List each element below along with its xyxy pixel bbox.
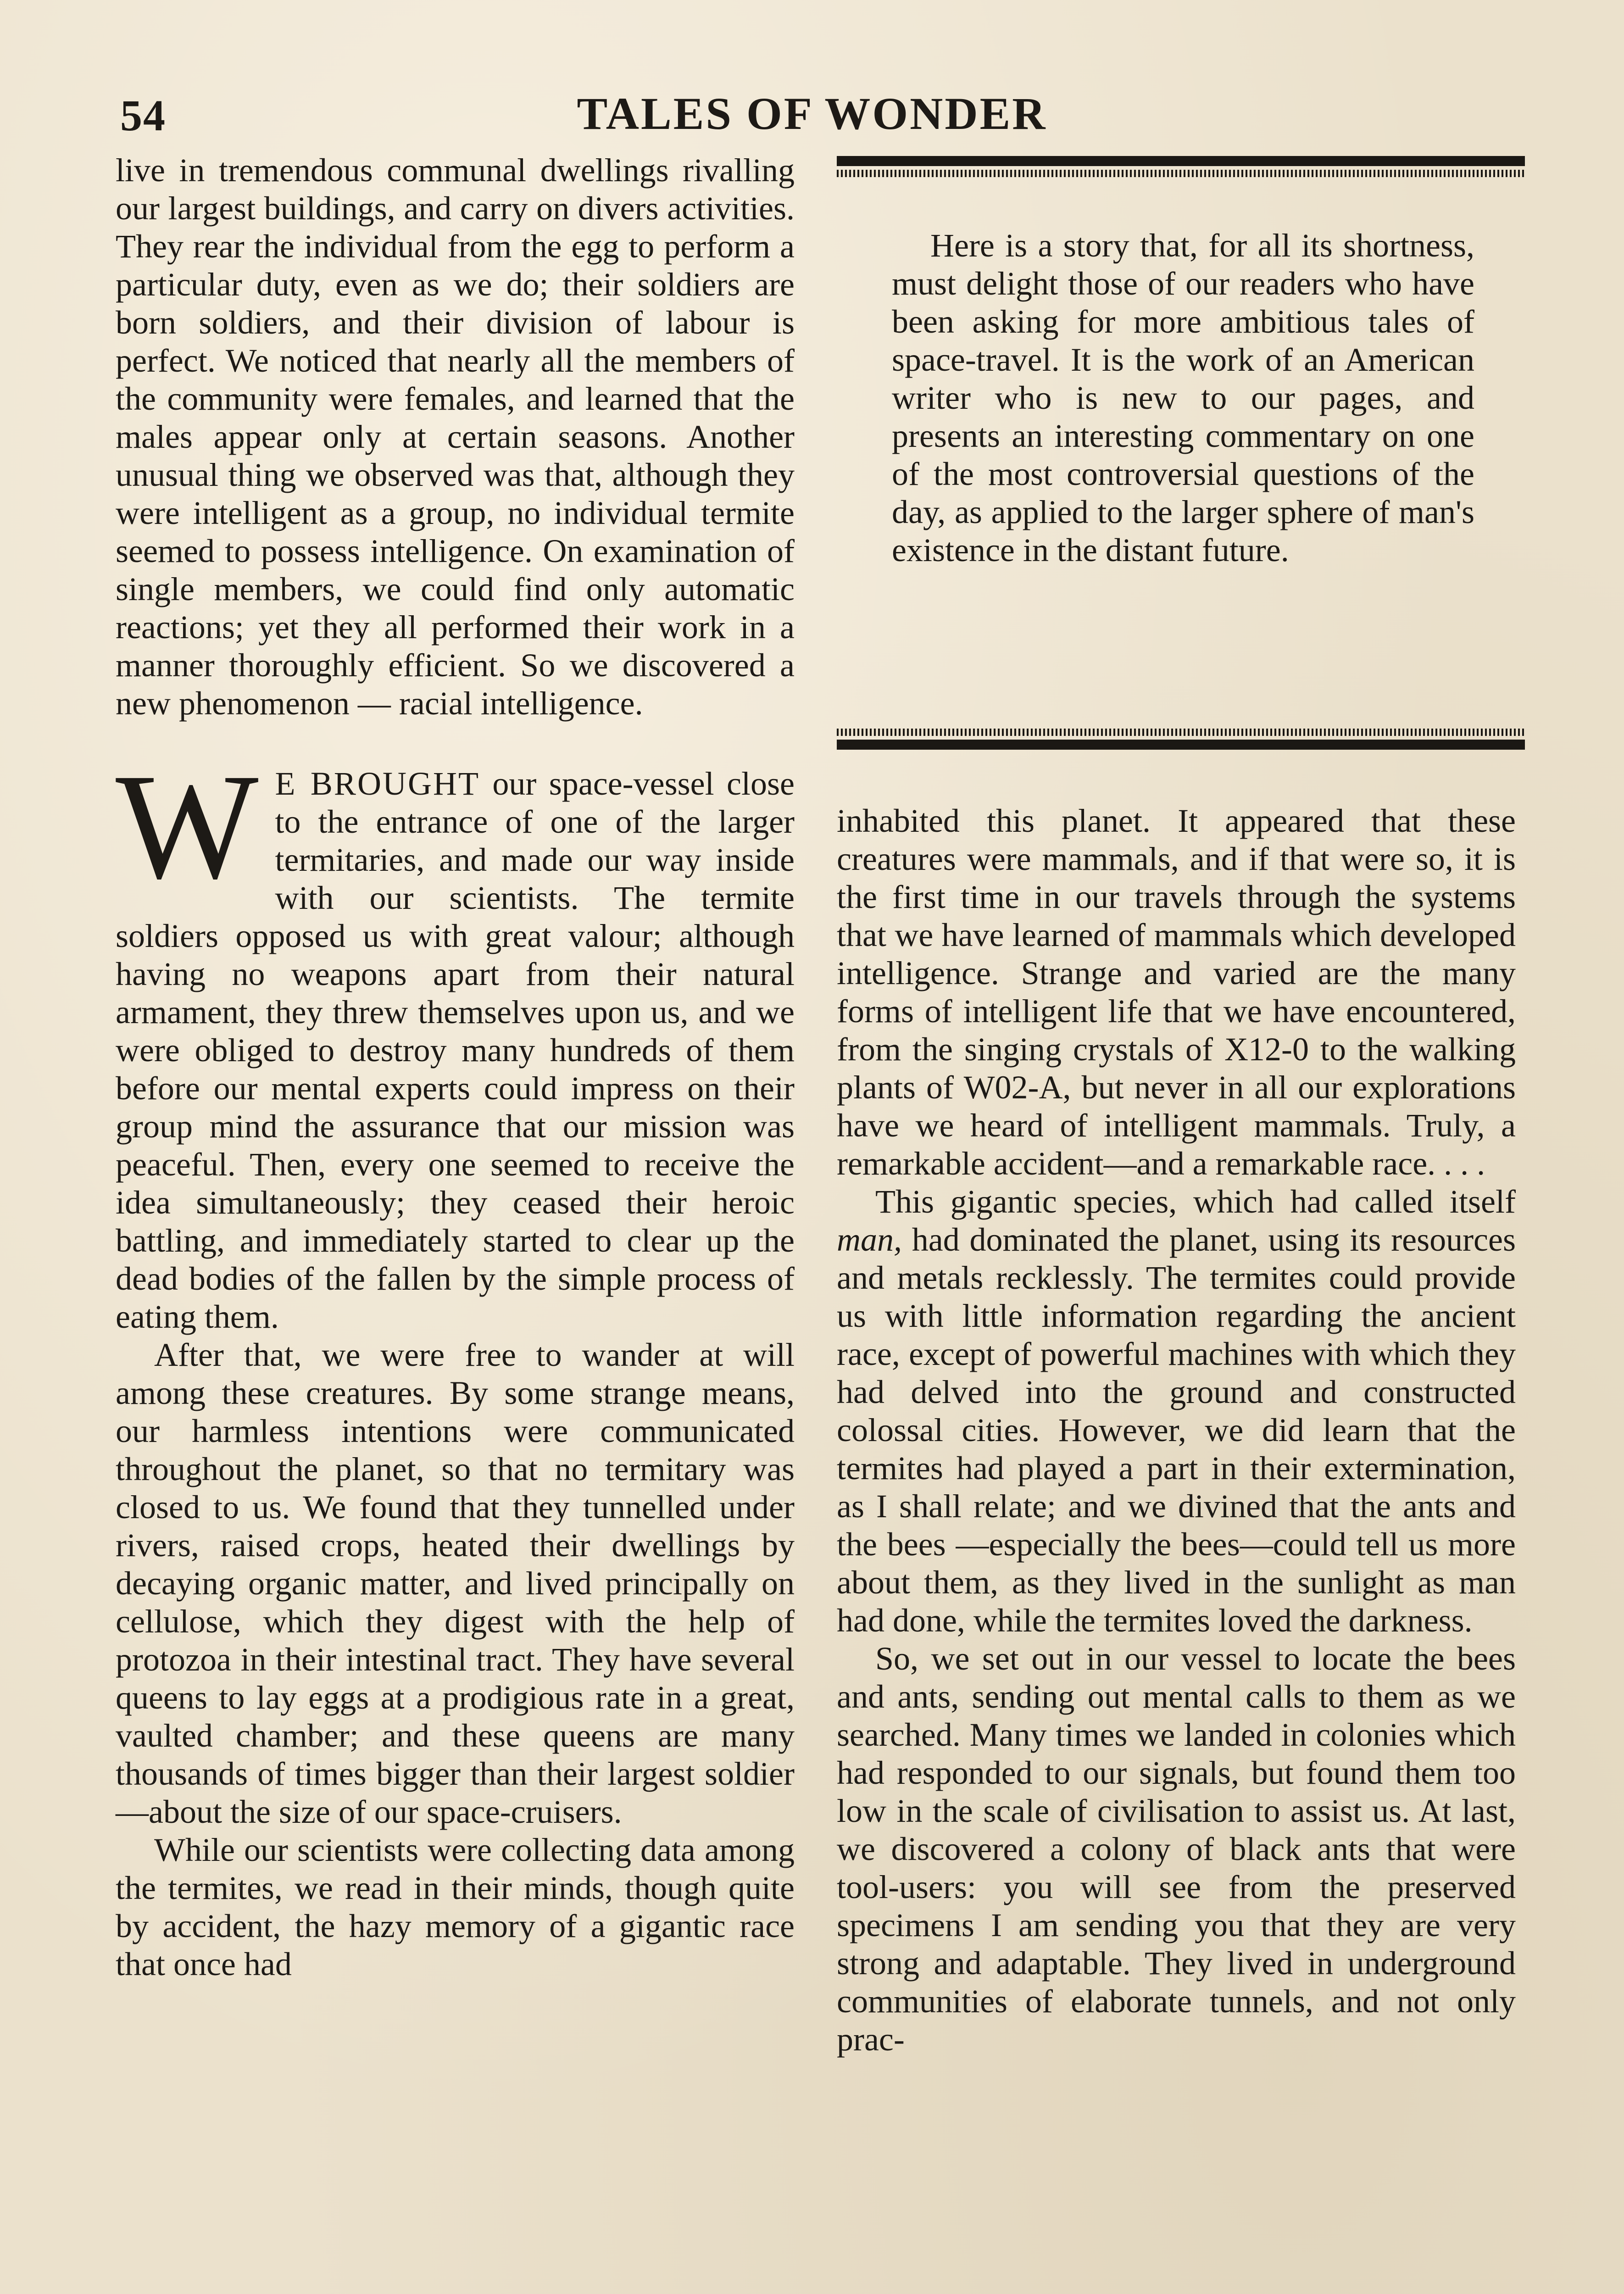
right-paragraph-1: inhabited this planet. It appeared that these creatures were mammals, and if that were so, it is the first time in our travels through the systems that we have learned of mammals which developed intelligence. Strange and varied are the many forms of intelligent life that we have encountered, from the singing crystals of X12-0 to the walking plants of W02-A, but never in all our explorations have we heard of intelligent mammals. Truly, a remarkable accident—and a remarkable race. . . . bbox=[837, 802, 1516, 1182]
right-paragraph-2 bbox=[837, 1183, 1516, 1640]
right-paragraph-2-start: This gigantic species, which had called itself bbox=[875, 1183, 1516, 1220]
lead-in-caps: E BROUGHT bbox=[275, 765, 480, 802]
left-paragraph-1: live in tremendous communal dwellings rivalling our largest buildings, and carry on divers activities. They rear the individual from the egg to perform a particular duty, even as we do; their soldiers are born soldiers, and their division of labour is perfect. We noticed that nearly all the members of the community were females, and learned that the males appear only at certain seasons. Another unusual thing we observed was that, although they were intelligent as a group, no individual termite seemed to possess intelligence. On examination of single members, we could find only automatic reactions; yet they all performed their work in a manner thoroughly efficient. So we discovered a new phenomenon — racial intelligence. bbox=[116, 152, 795, 722]
left-paragraph-2: our space-vessel close to the entrance of one of the larger termitaries, and made our way inside with our scientists. The termite soldiers opposed us with great valour; although having no weapons apart from their natural armament, they threw themselves upon us, and we were obliged to destroy many hundreds of them before our mental experts could impress on their group mind the assurance that our mission was peaceful. Then, every one seemed to receive the idea simultaneously; they ceased their heroic battling, and immediately started to clear up the dead bodies of the fallen by the simple process of eating them. bbox=[116, 765, 795, 1335]
section-opening-paragraph bbox=[116, 743, 795, 1336]
left-column bbox=[116, 151, 795, 1983]
bottom-hatched-rule bbox=[837, 729, 1525, 736]
running-title: TALES OF WONDER bbox=[577, 88, 1047, 139]
intro-paragraph: Here is a story that, for all its shortness, must delight those of our readers who have been asking for more ambitious tales of space-travel. It is the work of an American writer who is new to our pages, and presents an interesting commentary on one of the most controversial questions of the day, as applied to the larger sphere of man's existence in the distant future. bbox=[892, 227, 1474, 568]
bottom-rule bbox=[837, 740, 1525, 750]
editorial-intro-box bbox=[837, 156, 1525, 569]
left-paragraph-4: While our scientists were collecting data among the termites, we read in their minds, though quite by accident, the hazy memory of a gigantic race that once had bbox=[116, 1832, 795, 1982]
editorial-intro-text bbox=[892, 227, 1474, 569]
italic-man: man, bbox=[837, 1221, 902, 1258]
right-paragraph-3: So, we set out in our vessel to locate the bees and ants, sending out mental calls to them as we searched. Many times we landed in colonies which had responded to our signals, but found them too low in the scale of civilisation to assist us. At last, we discovered a colony of black ants that were tool-users: you will see from the preserved specimens I am sending you that they are very strong and adaptable. They lived in underground communities of elaborate tunnels, and not only prac- bbox=[837, 1640, 1516, 2058]
right-column bbox=[837, 802, 1516, 2059]
right-paragraph-2-rest: had dominated the planet, using its resources and metals recklessly. The termites could provide us with little information regarding the ancient race, except of powerful machines with which they had delved into the ground and constructed colossal cities. However, we did learn that the termites had played a part in their extermination, as I shall relate; and we divined that the ants and the bees —especially the bees—could tell us more about them, as they lived in the sunlight as man had done, while the termites loved the darkness. bbox=[837, 1221, 1516, 1639]
top-hatched-rule bbox=[837, 170, 1525, 177]
drop-cap: W bbox=[116, 743, 259, 910]
left-paragraph-3: After that, we were free to wander at will among these creatures. By some strange means, our harmless intentions were communicated throughout the planet, so that no termitary was closed to us. We found that they tunnelled under rivers, raised crops, heated their dwellings by decaying organic matter, and lived principally on cellulose, which they digest with the help of protozoa in their intestinal tract. They have several queens to lay eggs at a prodigious rate in a great, vaulted chamber; and these queens are many thousands of times bigger than their largest soldier—about the size of our space-cruisers. bbox=[116, 1336, 795, 1830]
top-rule bbox=[837, 156, 1525, 166]
page-number: 54 bbox=[120, 91, 166, 140]
bottom-rules bbox=[837, 725, 1525, 750]
